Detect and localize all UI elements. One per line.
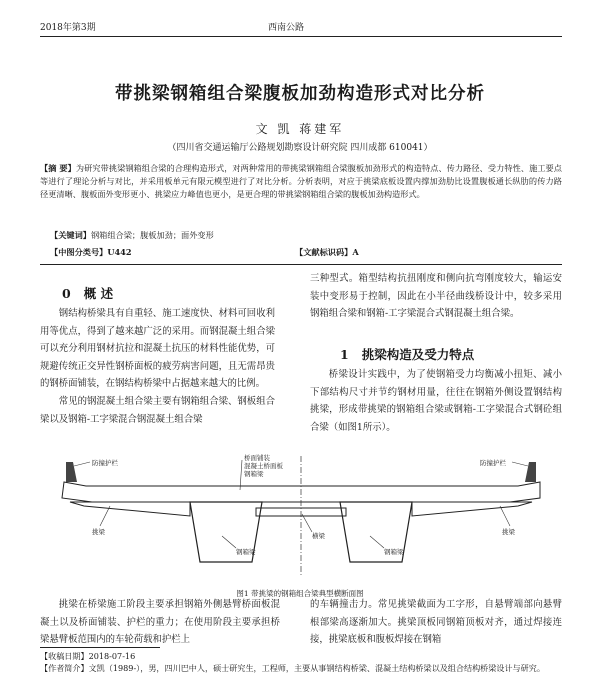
header-rule xyxy=(40,36,562,37)
issue-label: 2018年第3期 xyxy=(40,23,96,33)
doc-code-label: 【文献标识码】 xyxy=(295,247,353,257)
doc-code xyxy=(295,247,359,258)
section-1-title: 挑梁构造及受力特点 xyxy=(361,347,475,362)
section-0-paragraph: 常见的钢混凝土组合梁主要有钢箱组合梁、钢板组合梁以及钢箱-工字梁混合钢混凝土组合梁 xyxy=(40,395,275,425)
right-barrier xyxy=(525,462,536,482)
bottom-right-text: 的车辆撞击力。常见挑梁截面为工字形，自悬臂端部向悬臂根部梁高逐渐加大。挑梁顶板同钢箱顶板对齐，通过焊接连接，挑梁底板和腹板焊接在钢箱 xyxy=(310,599,562,646)
section-1-heading xyxy=(340,345,474,363)
section-0-title: 概 述 xyxy=(83,286,114,301)
keywords-text: 钢箱组合梁；腹板加劲；面外变形 xyxy=(90,230,214,240)
authors: 文 凯 蒋建军 xyxy=(255,122,345,136)
keywords-label: 【关键词】 xyxy=(50,230,91,240)
abstract xyxy=(40,162,562,201)
label-steel-box-top: 钢箱梁 xyxy=(244,470,264,478)
right-cantilever-beam xyxy=(412,502,532,516)
affiliation: （四川省交通运输厅公路规划勘察设计研究院 四川成都 610041） xyxy=(167,143,433,153)
section-1-paragraph: 桥梁设计实践中，为了使钢箱受力均衡减小扭矩、减小下部结构尺寸并节约钢材用量，往往在钢箱外侧设置钢结构挑梁，形成带挑梁的钢箱组合梁或钢箱-工字梁混合式钢砼组合梁（如图1所示）。 xyxy=(310,369,562,433)
label-deck-paving: 桥面铺装 xyxy=(244,454,270,462)
section-0-body xyxy=(40,305,275,428)
label-crossbeam: 横梁 xyxy=(312,532,325,540)
bottom-left-text: 挑梁在桥梁施工阶段主要承担钢箱外侧悬臂桥面板混凝土以及桥面铺装、护栏的重力；在使用阶段主要承担桥梁悬臂板范围内的车轮荷载和护栏上 xyxy=(40,599,280,646)
classification-code: U442 xyxy=(107,247,132,257)
label-right-barrier: 防撞护栏 xyxy=(480,459,506,467)
footnote xyxy=(40,650,562,674)
doc-code-value: A xyxy=(352,247,359,257)
label-left-cantilever: 挑梁 xyxy=(92,528,105,536)
journal-name: 西南公路 xyxy=(268,23,305,33)
keywords xyxy=(50,230,214,241)
figure-caption: 图1 带挑梁的钢箱组合梁典型横断面图 xyxy=(236,589,364,598)
author-bio: 【作者简介】文凯（1989-），男，四川巴中人，硕士研究生，工程师，主要从事钢结构桥梁、混凝土结构桥梁以及组合结构桥梁设计与研究。 xyxy=(40,663,545,673)
classification-label: 【中图分类号】 xyxy=(50,247,108,257)
label-left-barrier: 防撞护栏 xyxy=(92,459,118,467)
section-0-paragraph: 钢结构桥梁具有自重轻、施工速度快、材料可回收利用等优点，得到了越来越广泛的采用。而钢混凝土组合梁可以充分利用钢材抗拉和混凝土抗压的材料性能优势，可规避传统正交异性钢桥面板的疲劳病害问题，且无需昂贵的钢桥面铺装，在钢结构桥梁中占据越来越大的比例。 xyxy=(40,308,275,390)
left-cantilever-beam xyxy=(70,502,190,516)
label-concrete-deck: 混凝土桥面板 xyxy=(244,462,283,470)
section-0-number: 0 xyxy=(62,286,71,301)
paper-title: 带挑梁钢箱组合梁腹板加劲构造形式对比分析 xyxy=(115,84,485,104)
classification xyxy=(50,247,132,258)
label-left-box: 钢箱梁 xyxy=(236,548,256,556)
label-right-cantilever: 挑梁 xyxy=(502,528,515,536)
received-date: 【收稿日期】2018-07-16 xyxy=(40,651,136,661)
cross-section-figure xyxy=(40,452,562,586)
abstract-text: 为研究带挑梁钢箱组合梁的合理构造形式，对两种常用的带挑梁钢箱组合梁腹板加劲形式的构造特点、传力路径、受力特性、施工要点等进行了理论分析与对比，并采用板单元有限元模型进行了对比分析。分析表明，对应于挑梁底板设置内撑加劲肋比设置腹板通长纵肋的传力路径更清晰、腹板面外变形更小、挑梁应力峰值也更小，是更合理的带挑梁钢箱组合梁的腹板加劲构造形式。 xyxy=(40,163,562,199)
right-column-text: 三种型式。箱型结构抗扭刚度和侧向抗弯刚度较大，输运安装中变形易于控制，因此在小半径曲线桥设计中，较多采用钢箱组合梁和钢箱-工字梁混合式钢混凝土组合梁。 xyxy=(310,273,562,320)
section-0-heading xyxy=(62,284,113,302)
label-right-box: 钢箱梁 xyxy=(384,548,404,556)
left-barrier xyxy=(66,462,77,482)
section-1-number: 1 xyxy=(340,347,349,362)
abstract-label: 【摘 要】 xyxy=(40,163,76,173)
abstract-rule xyxy=(40,264,562,265)
footnote-rule xyxy=(40,647,160,648)
